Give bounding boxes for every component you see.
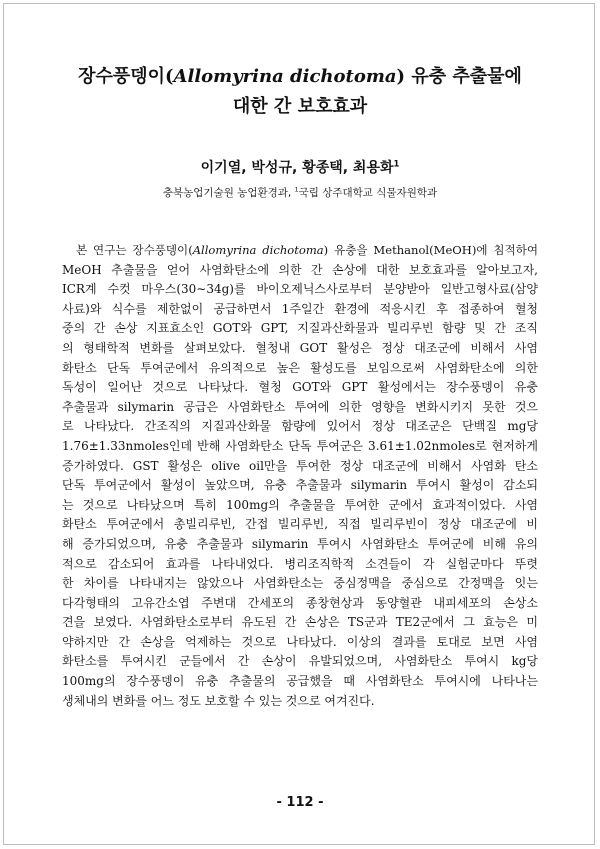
- abstract-text: 추출물과 silymarin 공급은 사염화탄소 투여에 의한 영향을 변화시키지 못한 것으: [62, 399, 538, 414]
- abstract-line: [62, 476, 538, 496]
- page-number: - 112 -: [276, 795, 324, 810]
- abstract-text: 단독 투여군에서 활성이 높았으며, 유충 추출물과 silymarin 투여시 활성이 감소되: [62, 478, 538, 493]
- abstract-text: ICR계 수컷 마우스(30∼34g)를 바이오제닉스사로부터 분양받아 일반고형사료(삼양: [62, 282, 538, 297]
- abstract-text: 견을 보였다. 사염화탄소로부터 유도된 간 손상은 TS군과 TE2군에서 그 효능은 미: [62, 615, 538, 630]
- abstract-line: [62, 359, 538, 379]
- abstract-text: MeOH 추출물을 얻어 사염화탄소에 의한 간 손상에 대한 보호효과를 알아보고자,: [62, 262, 538, 277]
- abstract-text: 사료)와 식수를 제한없이 공급하면서 1주일간 환경에 적응시킨 후 접종하여 혈청: [62, 301, 538, 316]
- abstract-line: [62, 633, 538, 653]
- affiliation-primary: 충북농업기술원 농업환경과,: [162, 187, 295, 199]
- paper-title: [0, 62, 600, 122]
- abstract-line: [62, 339, 538, 359]
- abstract-line: [62, 613, 538, 633]
- abstract-line: [62, 417, 538, 437]
- abstract-line: [62, 574, 538, 594]
- abstract-text: 본 연구는 장수풍뎅이(: [76, 243, 193, 257]
- abstract-text: 한 차이를 나타내지는 않았으나 사염화탄소는 중심정맥을 중심으로 간정맥을 잇는: [62, 576, 538, 591]
- abstract-text: 해 증가되었으며, 유충 추출물과 silymarin 투여시 사염화탄소 투여군에 비해 유의: [62, 536, 538, 551]
- abstract-text: 중의 간 손상 지표효소인 GOT와 GPT, 지질과산화물과 빌리루빈 함량 및 간 조직: [62, 321, 538, 336]
- abstract-text: 100mg의 장수풍뎅이 유충 추출물의 공급했을 때 사염화탄소 투여시에 나타나는: [62, 674, 538, 689]
- abstract-text: 다각형태의 고유간소엽 주변대 간세포의 종창현상과 동양혈관 내피세포의 손상소: [62, 595, 538, 610]
- author-names: 이기열, 박성규, 황종택, 최용화: [200, 160, 394, 176]
- affiliation: [0, 186, 600, 200]
- abstract-line: [62, 652, 538, 672]
- abstract-text: 화탄소 단독 투여군에서 유의적으로 높은 활성도를 보임으로써 사염화탄소에 의한: [62, 360, 538, 375]
- abstract-body: [62, 241, 538, 711]
- abstract-text: 1.76±1.33nmoles인데 반해 사염화탄소 단독 투여군은 3.61±1.02nmoles로 현저하게: [62, 438, 538, 453]
- title-prefix: 장수풍뎅이(: [78, 66, 174, 87]
- abstract-text: ) 유충을 Methanol(MeOH)에 침적하여: [323, 243, 539, 257]
- abstract-text: 화탄소 투여군에서 총빌리루빈, 간접 빌리루빈, 직접 빌리루빈이 정상 대조군에 비: [62, 517, 538, 532]
- abstract-line: [62, 300, 538, 320]
- abstract-text: 생체내의 변화를 어느 정도 보호할 수 있는 것으로 여겨진다.: [62, 693, 375, 708]
- abstract-line: [62, 378, 538, 398]
- abstract-line: [62, 398, 538, 418]
- abstract-text: 의 형태학적 변화를 살펴보았다. 혈청내 GOT 활성은 정상 대조군에 비해서 사염: [62, 340, 538, 355]
- author-affiliation-mark: 1: [393, 158, 400, 169]
- abstract-line: [62, 261, 538, 281]
- abstract-species-name: Allomyrina dichotoma: [192, 243, 324, 257]
- abstract-line: [62, 672, 538, 692]
- abstract-text: 로 나타났다. 간조직의 지질과산화물 함량에 있어서 정상 대조군은 단백질 mg당: [62, 419, 538, 434]
- abstract-text: 약하지만 간 손상을 억제하는 것으로 나타났다. 이상의 결과를 토대로 보면 사염: [62, 634, 538, 649]
- affiliation-mark: 1: [294, 186, 299, 194]
- abstract-line: [62, 515, 538, 535]
- abstract-line: [62, 457, 538, 477]
- abstract-line: [62, 535, 538, 555]
- abstract-line: [62, 280, 538, 300]
- abstract-text: 증가하였다. GST 활성은 olive oil만을 투여한 정상 대조군에 비해서 사염화 탄소: [62, 458, 538, 473]
- abstract-text: 적으로 감소되어 효과를 나타내었다. 병리조직학적 소견들이 각 실험군마다 뚜렷: [62, 556, 538, 571]
- abstract-text: 독성이 일어난 것으로 나타났다. 혈청 GOT와 GPT 활성에서는 장수풍뎅이 유충: [62, 380, 538, 395]
- abstract-line: [62, 692, 538, 712]
- abstract-line: [62, 241, 538, 261]
- abstract-line: [62, 496, 538, 516]
- title-line-2: 대한 간 보호효과: [232, 96, 368, 117]
- abstract-text: 는 것으로 나타났으며 특히 100mg의 추출물을 투여한 군에서 효과적이었다. 사염: [62, 497, 538, 512]
- title-species-name: Allomyrina dichotoma: [173, 66, 397, 87]
- title-line-1: [0, 62, 600, 92]
- author-list: [0, 158, 600, 178]
- abstract-line: [62, 437, 538, 457]
- title-suffix: ) 유충 추출물에: [396, 66, 522, 87]
- abstract-text: 화탄소를 투여시킨 군들에서 간 손상이 유발되었으며, 사염화탄소 투여시 kg당: [62, 654, 538, 669]
- abstract-line: [62, 319, 538, 339]
- abstract-line: [62, 594, 538, 614]
- affiliation-secondary: 국립 상주대학교 식물자원학과: [298, 187, 438, 199]
- abstract-line: [62, 555, 538, 575]
